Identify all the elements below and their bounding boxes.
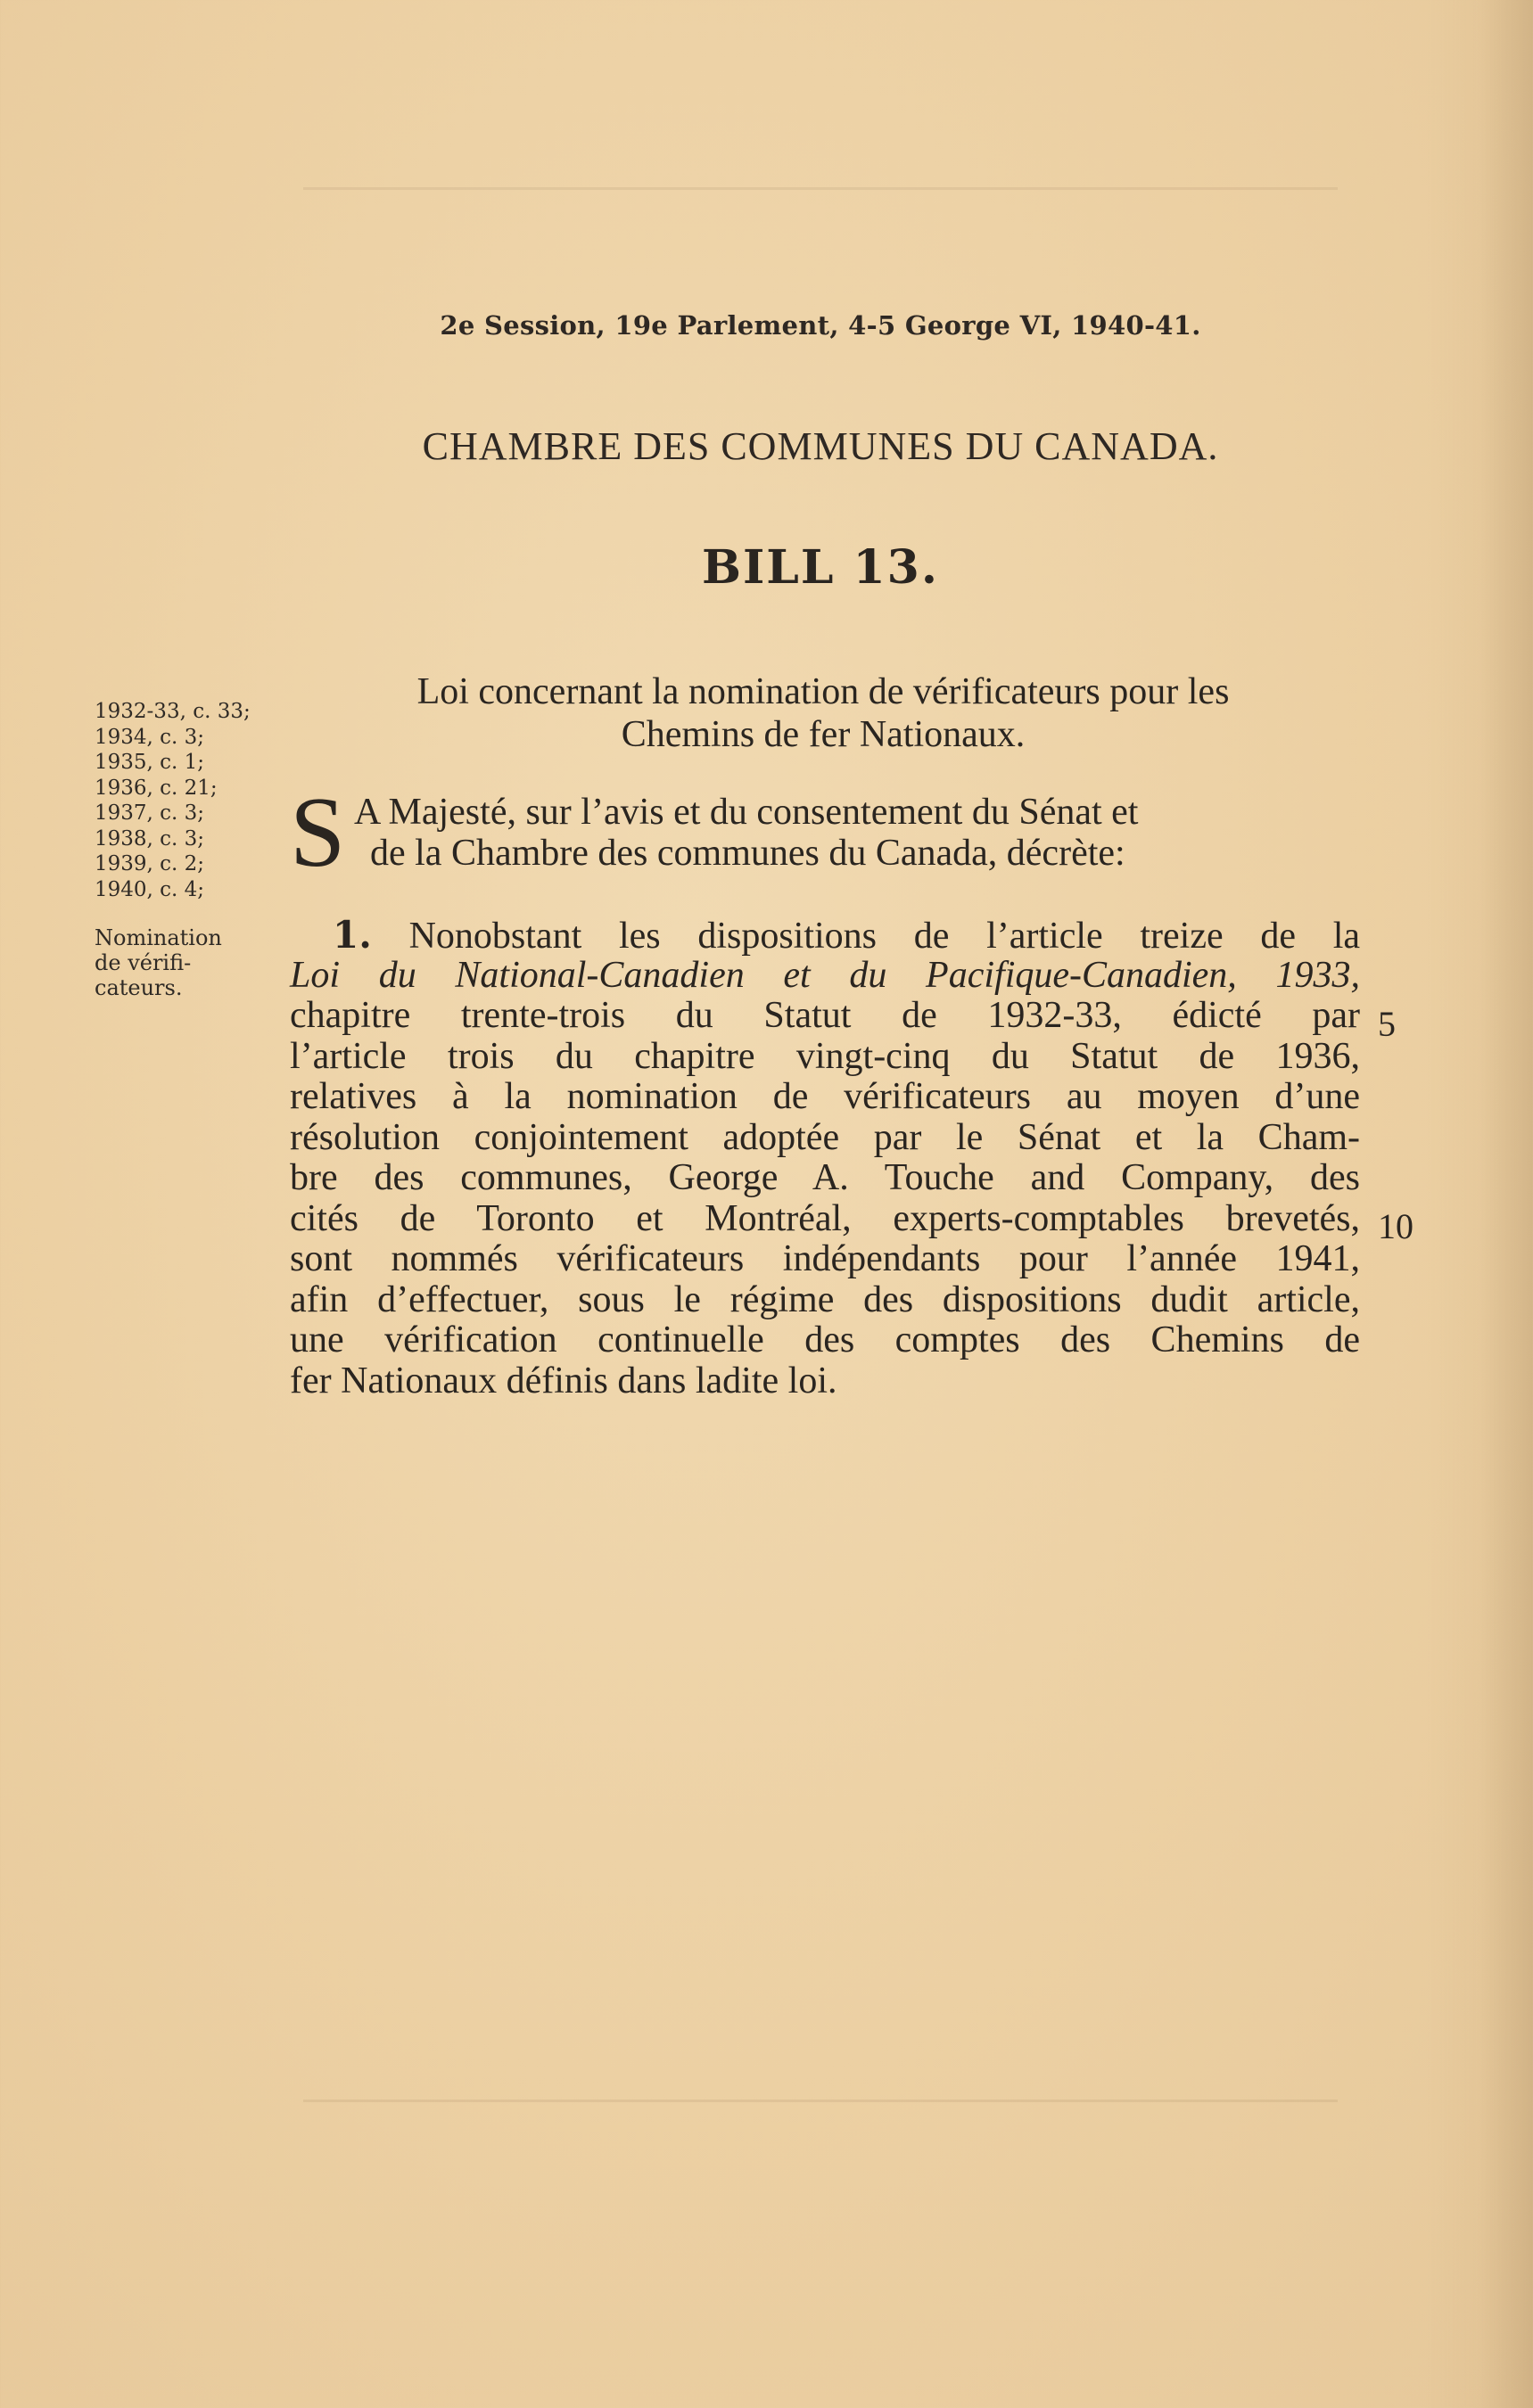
section-line: chapitre trente-trois du Statut de 1932-33, édicté par	[290, 995, 1360, 1036]
section-number: 1.	[333, 913, 372, 957]
statute-reference: 1935, c. 1;	[95, 751, 205, 774]
statute-reference: 1938, c. 3;	[95, 826, 205, 851]
section-line-text: Nonobstant les dispositions de l’article treize de la	[408, 916, 1361, 957]
statute-reference: 1936, c. 21;	[95, 776, 218, 800]
statute-reference: 1940, c. 4;	[95, 877, 205, 901]
drop-cap: S	[290, 777, 346, 888]
section-line: cités de Toronto et Montréal, experts-comptables brevetés,	[290, 1197, 1360, 1239]
bill-title	[294, 670, 1352, 756]
section-line: relatives à la nomination de vérificateurs au moyen d’une	[290, 1076, 1360, 1117]
section-line	[290, 915, 1360, 956]
chamber-title: CHAMBRE DES COMMUNES DU CANADA.	[422, 424, 1219, 468]
margin-note-line: cateurs.	[95, 975, 183, 1000]
section-line: afin d’effectuer, sous le régime des dispositions dudit article,	[290, 1278, 1360, 1320]
margin-note-line: Nomination	[95, 925, 222, 950]
section-line: fer Nationaux définis dans ladite loi.	[290, 1360, 837, 1401]
section-line: l’article trois du chapitre vingt-cinq du Statut de 1936,	[290, 1035, 1360, 1077]
enacting-line: de la Chambre des communes du Canada, décrète:	[370, 833, 1125, 874]
bill-title-line: Loi concernant la nomination de vérificateurs pour les	[416, 671, 1230, 712]
line-number-5: 5	[1378, 1004, 1396, 1044]
margin-note	[95, 925, 222, 1000]
bleed-through-line	[303, 2100, 1338, 2102]
enacting-line: A Majesté, sur l’avis et du consentement du Sénat et	[354, 792, 1139, 833]
statute-reference: 1932-33, c. 33;	[95, 700, 251, 723]
line-number-10: 10	[1378, 1206, 1413, 1246]
act-title-italic: Loi du National-Canadien et du Pacifique-Canadien, 1933,	[290, 954, 1360, 996]
statute-reference: 1939, c. 2;	[95, 852, 205, 875]
bleed-through-line	[303, 187, 1338, 190]
bill-number: BILL 13.	[702, 540, 939, 595]
statute-references	[95, 699, 251, 902]
bill-title-line: Chemins de fer Nationaux.	[621, 714, 1026, 755]
section-line: résolution conjointement adoptée par le Sénat et la Cham-	[290, 1116, 1360, 1158]
margin-note-line: de vérifi-	[95, 950, 192, 975]
session-line: 2e Session, 19e Parlement, 4-5 George VI, 1940-41.	[440, 310, 1201, 341]
section-line: sont nommés vérificateurs indépendants pour l’année 1941,	[290, 1238, 1360, 1279]
section-line: bre des communes, George A. Touche and Company, des	[290, 1157, 1360, 1198]
statute-reference: 1937, c. 3;	[95, 801, 205, 825]
section-line: une vérification continuelle des comptes des Chemins de	[290, 1319, 1360, 1360]
section-1	[290, 915, 1360, 1401]
page-edge-shadow	[1479, 0, 1533, 2408]
statute-reference: 1934, c. 3;	[95, 725, 205, 749]
